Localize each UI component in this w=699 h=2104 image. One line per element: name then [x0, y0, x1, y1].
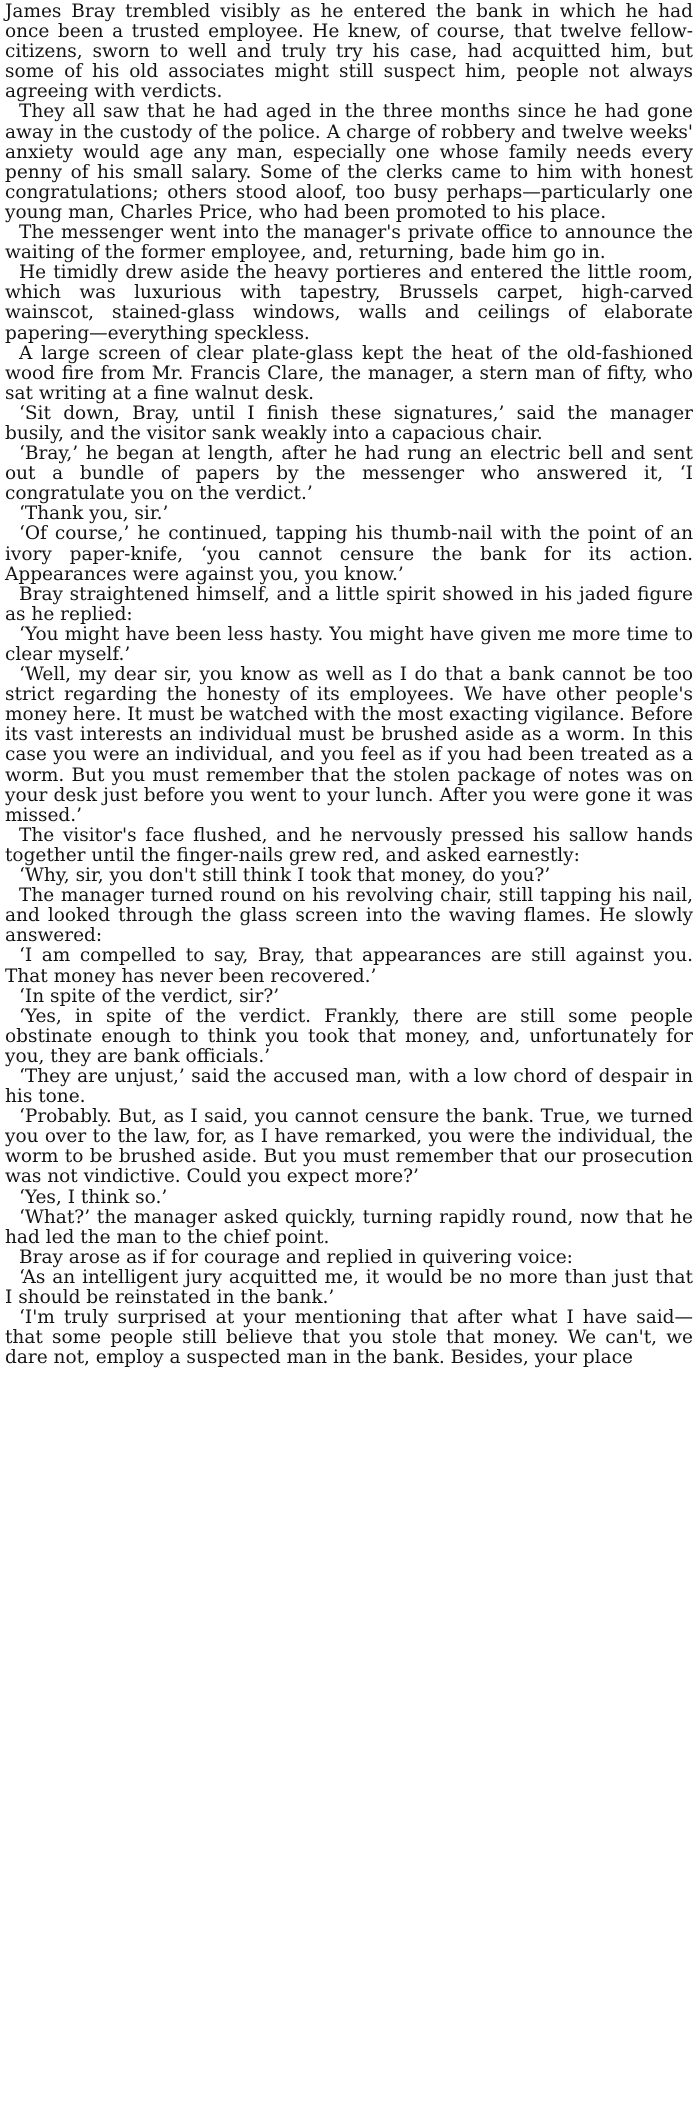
article-paragraph: ‘Of course,’ he continued, tapping his thumb-nail with the point of an ivory paper-knife, ‘you cannot censure the bank for its action. Appearances were against you, you know.’ — [5, 523, 693, 585]
article-paragraph: ‘Probably. But, as I said, you cannot censure the bank. True, we turned you over to the law, for, as I have remarked, you were the individual, the worm to be brushed aside. But you must remember that our prosecution was not vindictive. Could you expect more?’ — [5, 1106, 693, 1188]
article-paragraph: A large screen of clear plate-glass kept the heat of the old-fashioned wood fire from Mr. Francis Clare, the manager, a stern man of fifty, who sat writing at a fine walnut desk. — [5, 342, 693, 404]
article-paragraph: ‘In spite of the verdict, sir?’ — [19, 985, 280, 1007]
article-paragraph: ‘Thank you, sir.’ — [19, 503, 169, 525]
article-paragraph: The manager turned round on his revolving chair, still tapping his nail, and looked through the glass screen into the waving flames. He slowly answered: — [5, 885, 693, 947]
article-paragraph: ‘As an intelligent jury acquitted me, it would be no more than just that I should be reinstated in the bank.’ — [5, 1266, 693, 1308]
article-paragraph: Bray arose as if for courage and replied in quivering voice: — [19, 1246, 573, 1268]
article-paragraph: The messenger went into the manager's private office to announce the waiting of the former employee, and, returning, bade him go in. — [5, 222, 693, 264]
article-paragraph: ‘Well, my dear sir, you know as well as I do that a bank cannot be too strict regarding the honesty of its employees. We have other people's money here. It must be watched with the most exacting vigilance. Before its vast interests an individual must be brushed aside as a worm. In this case you were an individual, and you feel as if you had been treated as a worm. But you must remember that the stolen package of notes was on your desk just before you went to your lunch. After you were gone it was missed.’ — [5, 664, 693, 826]
article-paragraph: ‘Yes, I think so.’ — [19, 1186, 168, 1208]
article-paragraph: ‘What?’ the manager asked quickly, turning rapidly round, now that he had led the man to the chief point. — [5, 1206, 693, 1248]
article-column — [5, 2, 693, 1368]
article-paragraph: He timidly drew aside the heavy portieres and entered the little room, which was luxurious with tapestry, Brussels carpet, high-carved wainscot, stained-glass windows, walls and ceilings of elaborate papering—everything speckless. — [5, 262, 693, 344]
article-paragraph: Bray straightened himself, and a little spirit showed in his jaded figure as he replied: — [5, 583, 693, 625]
article-paragraph: ‘Sit down, Bray, until I finish these signatures,’ said the manager busily, and the visitor sank weakly into a capacious chair. — [5, 402, 693, 444]
article-paragraph: They all saw that he had aged in the three months since he had gone away in the custody of the police. A charge of robbery and twelve weeks' anxiety would age any man, especially one whose family needs every penny of his small salary. Some of the clerks came to him with honest congratulations; others stood aloof, too busy perhaps—particularly one young man, Charles Price, who had been promoted to his place. — [5, 101, 693, 223]
article-paragraph: James Bray trembled visibly as he entered the bank in which he had once been a trusted employee. He knew, of course, that twelve fellow-citizens, sworn to well and truly try his case, had acquitted him, but some of his old associates might still suspect him, people not always agreeing with verdicts. — [5, 1, 693, 103]
article-paragraph: ‘You might have been less hasty. You might have given me more time to clear myself.’ — [5, 623, 693, 665]
article-paragraph: ‘Why, sir, you don't still think I took that money, do you?’ — [19, 865, 551, 887]
article-paragraph: ‘I'm truly surprised at your mentioning that after what I have said—that some people still believe that you stole that money. We can't, we dare not, employ a suspected man in the bank. Besides, your place — [5, 1307, 693, 1369]
article-paragraph: ‘They are unjust,’ said the accused man, with a low chord of despair in his tone. — [5, 1065, 693, 1108]
article-paragraph: ‘I am compelled to say, Bray, that appearances are still against you. That money has never been recovered.’ — [5, 945, 693, 987]
article-paragraph: ‘Bray,’ he began at length, after he had rung an electric bell and sent out a bundle of papers by the messenger who answered it, ‘I congratulate you on the verdict.’ — [5, 443, 693, 505]
article-paragraph: ‘Yes, in spite of the verdict. Frankly, there are still some people obstinate enough to think you took that money, and, unfortunately for you, they are bank officials.’ — [5, 1005, 693, 1067]
article-paragraph: The visitor's face flushed, and he nervously pressed his sallow hands together until the finger-nails grew red, and asked earnestly: — [5, 824, 693, 866]
